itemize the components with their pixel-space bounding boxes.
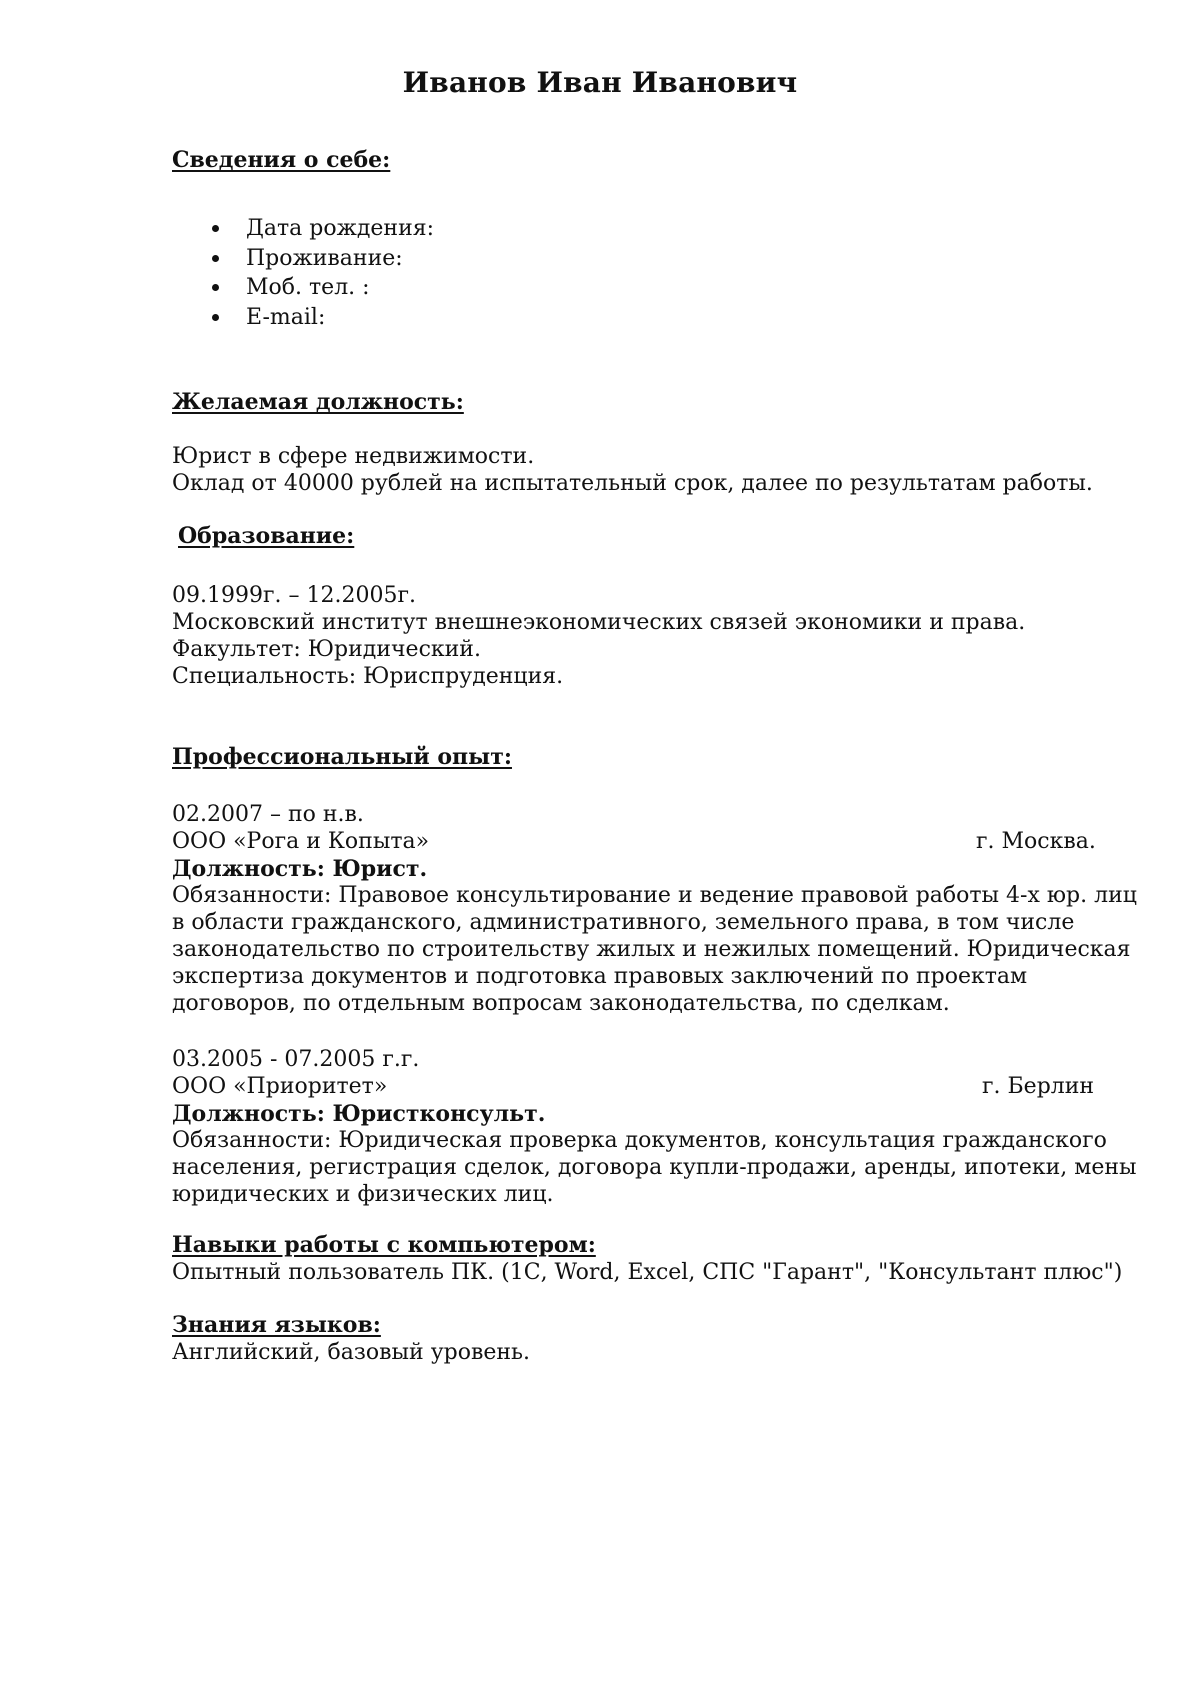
job-duties-line: населения, регистрация сделок, договора купли-продажи, аренды, ипотеки, мены [172, 1155, 1137, 1180]
about-list [172, 214, 434, 332]
list-item [172, 214, 434, 244]
position-line: Оклад от 40000 рублей на испытательный срок, далее по результатам работы. [172, 471, 1093, 496]
education-heading: Образование: [178, 523, 355, 549]
bullet-icon [212, 284, 219, 291]
languages-text: Английский, базовый уровень. [172, 1340, 531, 1365]
job-city: г. Берлин [982, 1074, 1095, 1099]
job-duties-line: экспертиза документов и подготовка правовых заключений по проектам [172, 964, 1028, 989]
job-duties-line: Обязанности: Юридическая проверка документов, консультация гражданского [172, 1128, 1107, 1153]
languages-heading: Знания языков: [172, 1312, 381, 1338]
job-company: ООО «Приоритет» [172, 1074, 388, 1099]
email-label: E-mail: [246, 304, 326, 330]
job-city: г. Москва. [976, 829, 1096, 854]
position-line: Юрист в сфере недвижимости. [172, 444, 535, 469]
birth-date-label: Дата рождения: [246, 216, 435, 241]
job-duties-line: в области гражданского, административного, земельного права, в том числе [172, 910, 1075, 935]
job-title: Должность: Юрист. [172, 856, 428, 882]
about-heading: Сведения о себе: [172, 147, 391, 173]
experience-heading: Профессиональный опыт: [172, 744, 512, 770]
phone-label: Моб. тел. : [246, 275, 370, 300]
job-period: 03.2005 - 07.2005 г.г. [172, 1047, 420, 1072]
residence-label: Проживание: [246, 245, 403, 271]
job-duties-line: законодательство по строительству жилых и нежилых помещений. Юридическая [172, 937, 1131, 962]
education-line: Московский институт внешнеэкономических связей экономики и права. [172, 610, 1026, 635]
computer-text: Опытный пользователь ПК. (1С, Word, Excel, СПС "Гарант", "Консультант плюс") [172, 1260, 1123, 1285]
education-line: Факультет: Юридический. [172, 637, 481, 662]
job-title: Должность: Юристконсульт. [172, 1101, 546, 1127]
list-item [172, 244, 434, 274]
bullet-icon [212, 225, 219, 232]
computer-heading: Навыки работы с компьютером: [172, 1232, 596, 1258]
job-company: ООО «Рога и Копыта» [172, 829, 430, 854]
page-title: Иванов Иван Иванович [402, 66, 798, 99]
job-period: 02.2007 – по н.в. [172, 802, 364, 827]
list-item [172, 273, 434, 303]
education-line: 09.1999г. – 12.2005г. [172, 583, 416, 608]
position-heading: Желаемая должность: [172, 389, 464, 415]
bullet-icon [212, 255, 219, 262]
job-duties-line: юридических и физических лиц. [172, 1182, 554, 1207]
education-line: Специальность: Юриспруденция. [172, 664, 564, 689]
job-duties-line: договоров, по отдельным вопросам законодательства, по сделкам. [172, 991, 950, 1016]
bullet-icon [212, 314, 219, 321]
job-duties-line: Обязанности: Правовое консультирование и ведение правовой работы 4-х юр. лиц [172, 883, 1137, 908]
list-item [172, 303, 434, 333]
